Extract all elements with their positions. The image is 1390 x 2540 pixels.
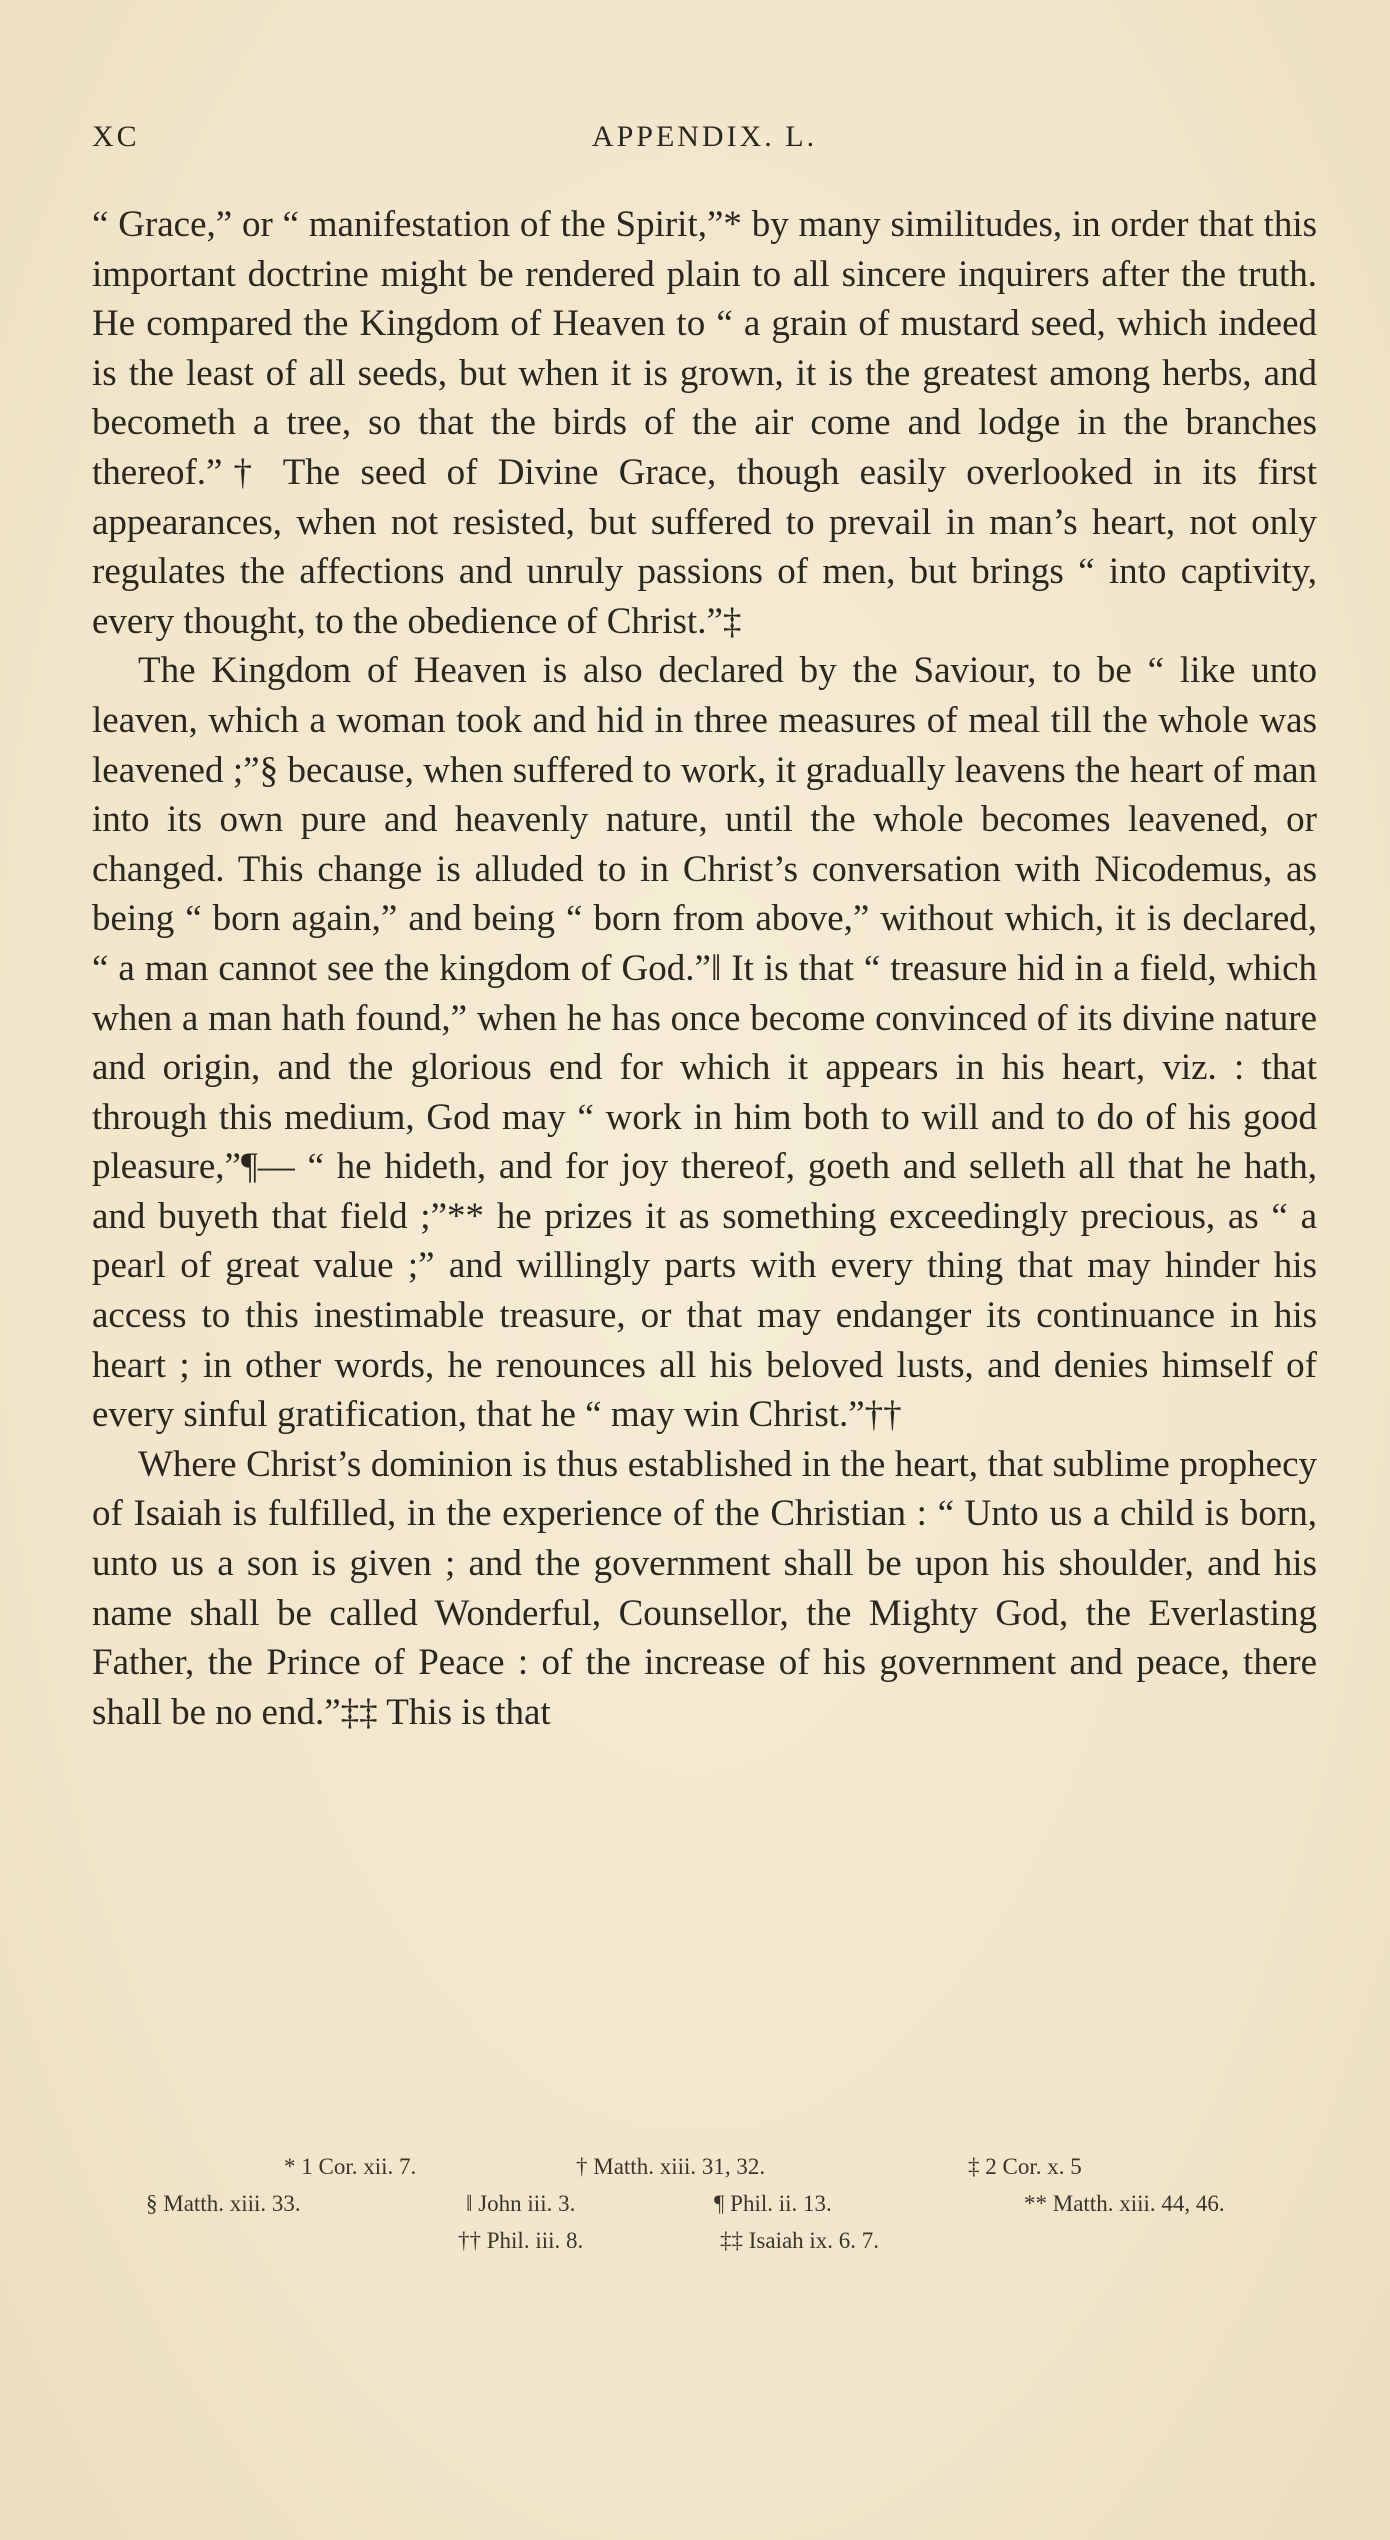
paragraph-2: The Kingdom of Heaven is also declared by the Saviour, to be “ like unto leaven, which a woman took and hid in three measures of meal till the whole was leavened ;”§ because, when suffered to work, it gradually leavens the heart of man into its own pure and heavenly nature, until the whole becomes leavened, or changed. This change is alluded to in Christ’s conversation with Nicodemus, as being “ born again,” and being “ born from above,” without which, it is declared, “ a man cannot see the kingdom of God.”‖ It is that “ treasure hid in a field, which when a man hath found,” when he has once become convinced of its divine nature and origin, and the glorious end for which it appears in his heart, viz. : that through this medium, God may “ work in him both to will and to do of his good pleasure,”¶— “ he hideth, and for joy thereof, goeth and selleth all that he hath, and buyeth that field ;”** he prizes it as something exceedingly precious, as “ a pearl of great value ;” and willingly parts with every thing that may hinder his access to this inestimable treasure, or that may endanger its continuance in his heart ; in other words, he renounces all his beloved lusts, and denies himself of every sinful gratification, that he “ may win Christ.”†† [92,650,1317,1436]
page-header [92,120,1317,164]
footnote-row-1 [92,2148,1317,2185]
footnote-row-3 [92,2222,1317,2259]
footnote-8: †† Phil. iii. 8. [458,2228,584,2253]
footnote-4: § Matth. xiii. 33. [146,2191,301,2216]
footnotes [92,2148,1317,2259]
body-text [92,200,1317,1737]
paragraph-3: Where Christ’s dominion is thus established in the heart, that sublime prophecy of Isaiah is fulfilled, in the experience of the Christian : “ Unto us a child is born, unto us a son is given ; and the government shall be upon his shoulder, and his name shall be called Wonderful, Counsellor, the Mighty God, the Everlasting Father, the Prince of Peace : of the increase of his government and peace, there shall be no end.”‡‡ This is that [92,1443,1317,1733]
footnote-7: ** Matth. xiii. 44, 46. [1024,2191,1225,2216]
footnote-3: ‡ 2 Cor. x. 5 [968,2154,1082,2179]
page-folio: XC [92,120,140,153]
footnote-2: † Matth. xiii. 31, 32. [576,2154,766,2179]
running-head: APPENDIX. L. [591,120,818,153]
paragraph-1: “ Grace,” or “ manifestation of the Spirit,”* by many similitudes, in order that this important doctrine might be rendered plain to all sincere inquirers after the truth. He compared the Kingdom of Heaven to “ a grain of mustard seed, which indeed is the least of all seeds, but when it is grown, it is the greatest among herbs, and becometh a tree, so that the birds of the air come and lodge in the branches thereof.”† The seed of Divine Grace, though easily overlooked in its first appearances, when not resisted, but suffered to prevail in man’s heart, not only regulates the affections and unruly passions of men, but brings “ into captivity, every thought, to the obedience of Christ.”‡ [92,204,1317,642]
footnote-row-2 [92,2185,1317,2222]
footnote-6: ¶ Phil. ii. 13. [714,2191,832,2216]
footnote-1: * 1 Cor. xii. 7. [284,2154,417,2179]
footnote-9: ‡‡ Isaiah ix. 6. 7. [720,2228,880,2253]
footnote-5: ‖ John iii. 3. [466,2191,576,2216]
